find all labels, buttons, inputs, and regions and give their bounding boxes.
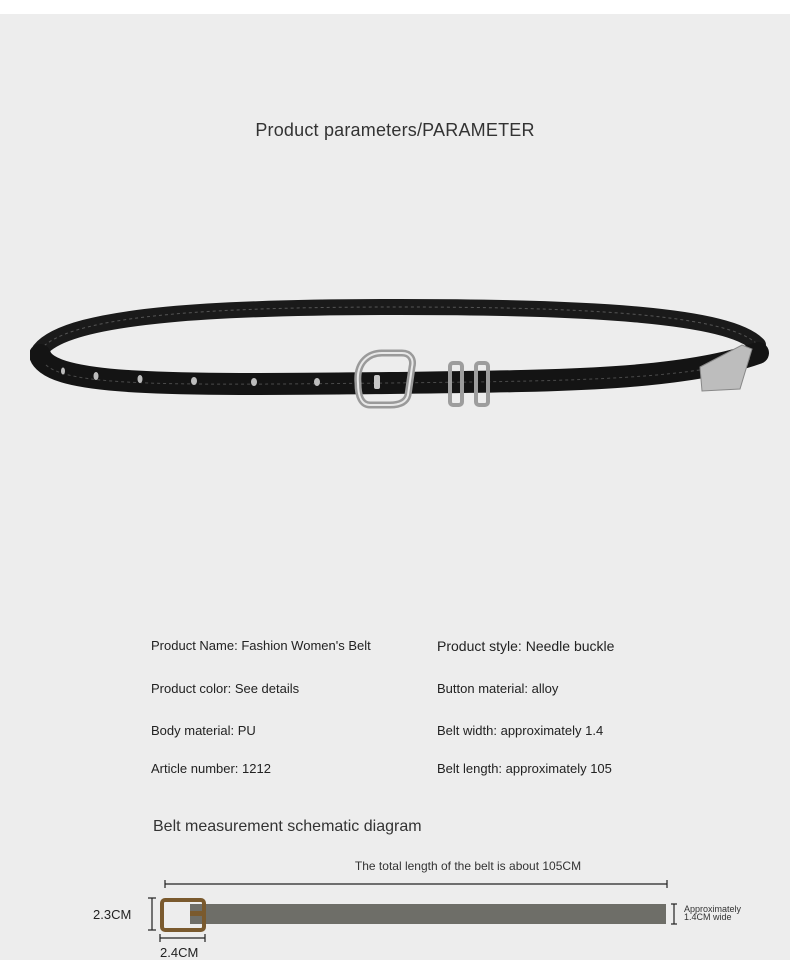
buckle-width-label: 2.4CM <box>160 945 199 960</box>
buckle-width-dimension-line <box>160 934 205 942</box>
param-article-number: Article number: 1212 <box>151 761 271 776</box>
strap-width-label: Approximately 1.4CM wide <box>684 904 742 922</box>
param-product-name: Product Name: Fashion Women's Belt <box>151 638 371 653</box>
belt-strap-back <box>40 307 758 350</box>
diagram-title: Belt measurement schematic diagram <box>153 818 422 835</box>
param-belt-length: Belt length: approximately 105 <box>437 761 612 776</box>
param-belt-width: Belt width: approximately 1.4 <box>437 723 604 738</box>
belt-schematic-diagram <box>0 850 790 960</box>
buckle-height-dimension-line <box>148 898 156 930</box>
schematic-strap <box>190 904 666 924</box>
buckle-height-label: 2.3CM <box>93 907 132 922</box>
total-length-dimension-line <box>165 880 667 888</box>
page-title: Product parameters/PARAMETER <box>255 120 535 140</box>
param-body-material: Body material: PU <box>151 723 256 738</box>
top-white-strip <box>0 0 790 14</box>
belt-product-image <box>30 295 770 415</box>
strap-width-dimension-line <box>671 904 677 924</box>
param-product-color: Product color: See details <box>151 681 300 696</box>
param-button-material: Button material: alloy <box>437 681 559 696</box>
total-length-label: The total length of the belt is about 105CM <box>354 859 582 873</box>
param-product-style: Product style: Needle buckle <box>437 638 615 654</box>
schematic-buckle-prong <box>190 911 206 916</box>
belt-strap-front <box>40 353 758 384</box>
